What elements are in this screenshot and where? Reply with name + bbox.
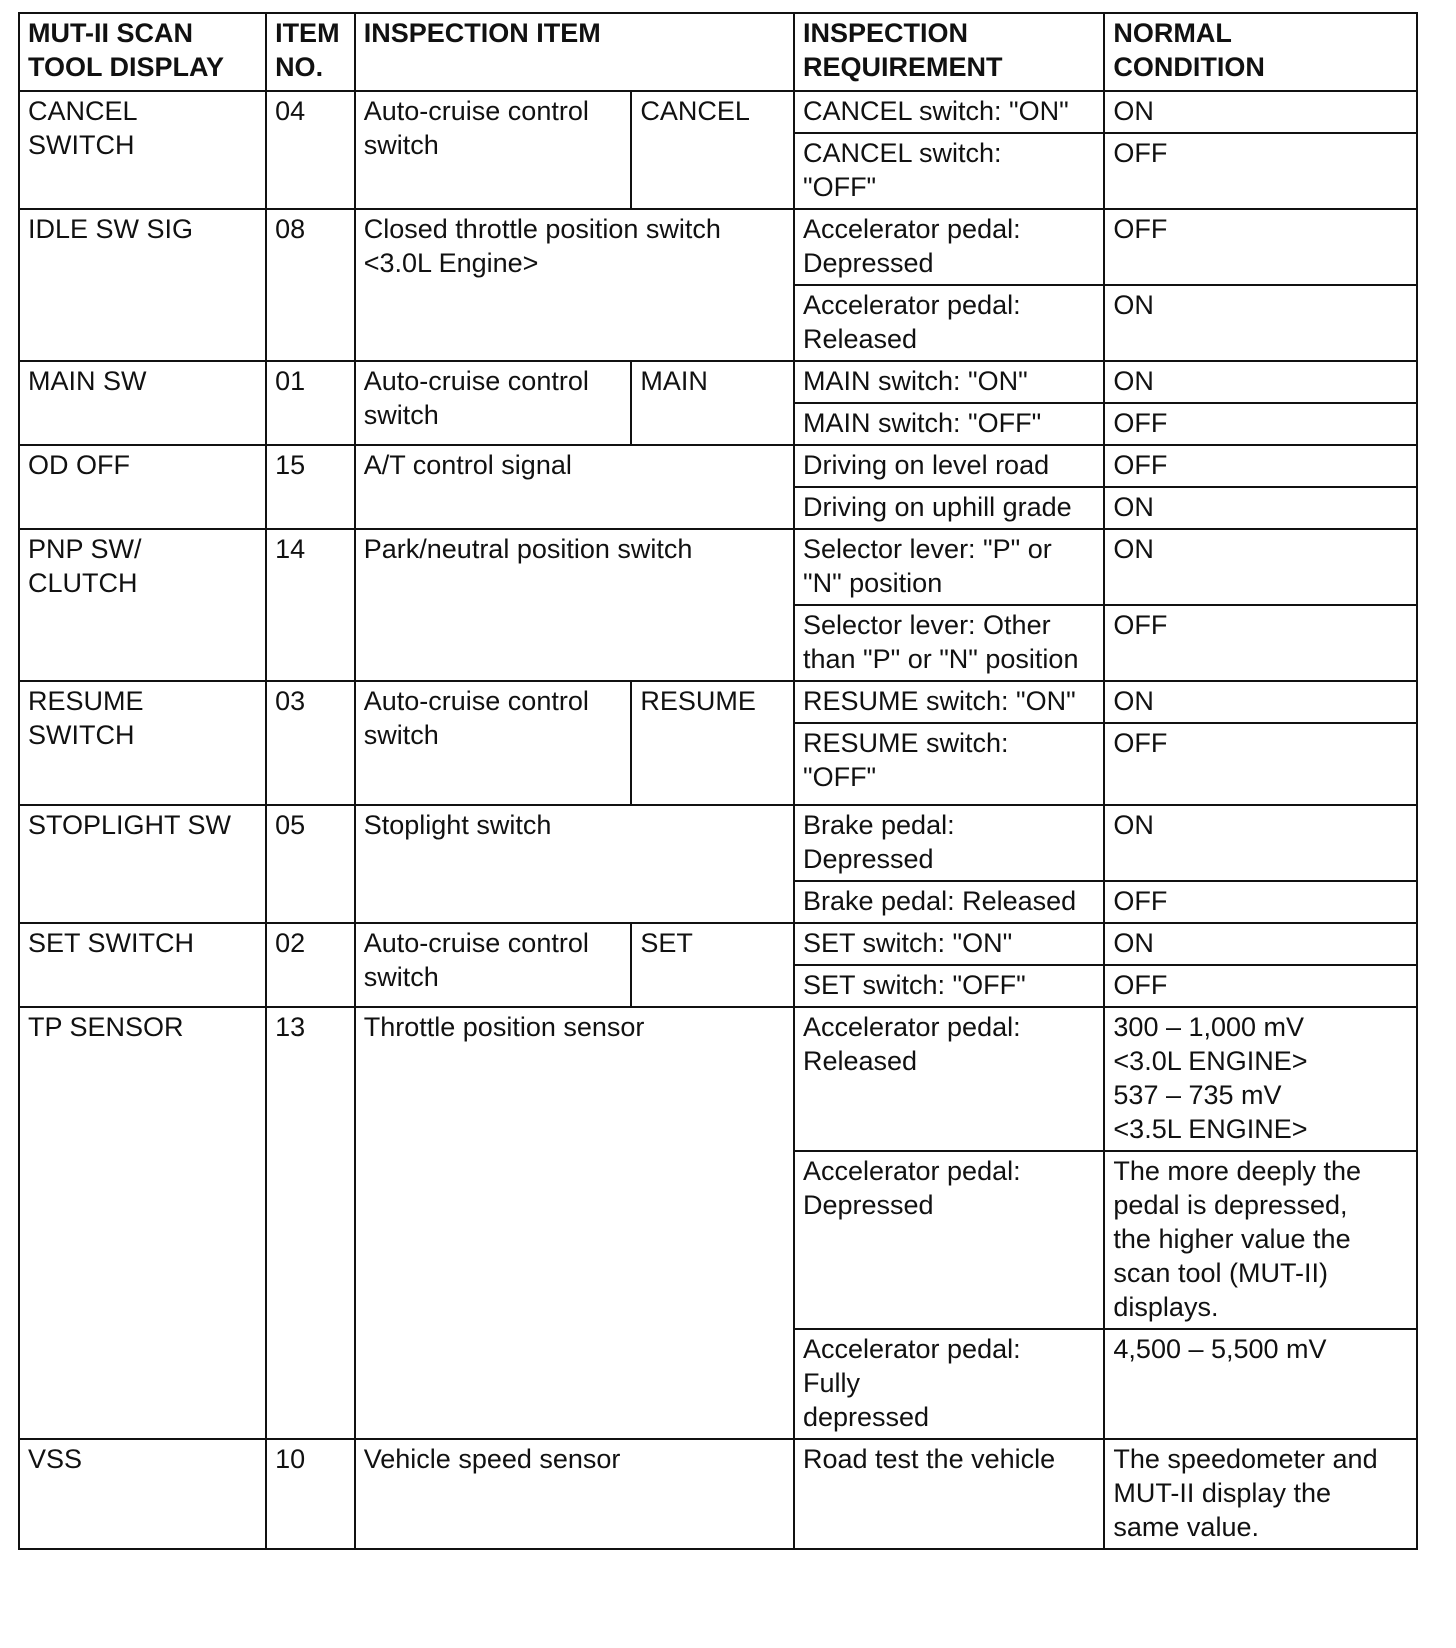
inspection-requirement: SET switch: "ON": [794, 923, 1104, 965]
inspection-requirement: Brake pedal: Released: [794, 881, 1104, 923]
inspection-requirement: MAIN switch: "OFF": [794, 403, 1104, 445]
inspection-requirement: Accelerator pedal: Depressed: [794, 1151, 1104, 1329]
normal-condition: OFF: [1104, 881, 1417, 923]
normal-condition: OFF: [1104, 445, 1417, 487]
inspection-requirement: Brake pedal: Depressed: [794, 805, 1104, 881]
normal-condition: 4,500 – 5,500 mV: [1104, 1329, 1417, 1439]
scan-tool-display: MAIN SW: [19, 361, 266, 445]
item-number: 13: [266, 1007, 355, 1439]
normal-condition: ON: [1104, 681, 1417, 723]
header-requirement: INSPECTION REQUIREMENT: [794, 13, 1104, 91]
header-row: [19, 13, 1417, 91]
normal-condition: ON: [1104, 923, 1417, 965]
inspection-requirement: Accelerator pedal: Depressed: [794, 209, 1104, 285]
normal-condition: OFF: [1104, 723, 1417, 805]
normal-condition: ON: [1104, 805, 1417, 881]
header-condition: NORMAL CONDITION: [1104, 13, 1417, 91]
normal-condition: ON: [1104, 361, 1417, 403]
inspection-requirement: Selector lever: "P" or "N" position: [794, 529, 1104, 605]
inspection-item: Auto-cruise control switch: [355, 681, 632, 805]
normal-condition: ON: [1104, 285, 1417, 361]
inspection-item: Auto-cruise control switch: [355, 361, 632, 445]
inspection-item: A/T control signal: [355, 445, 794, 529]
scan-tool-display: CANCEL SWITCH: [19, 91, 266, 209]
inspection-requirement: Accelerator pedal: Released: [794, 285, 1104, 361]
header-display: MUT-II SCAN TOOL DISPLAY: [19, 13, 266, 91]
inspection-requirement: Accelerator pedal: Fully depressed: [794, 1329, 1104, 1439]
inspection-item-switch: SET: [631, 923, 794, 1007]
table-row: [19, 1007, 1417, 1151]
inspection-requirement: SET switch: "OFF": [794, 965, 1104, 1007]
item-number: 03: [266, 681, 355, 805]
item-number: 15: [266, 445, 355, 529]
table-row: [19, 361, 1417, 403]
scan-tool-display: TP SENSOR: [19, 1007, 266, 1439]
table-row: [19, 1439, 1417, 1549]
normal-condition: ON: [1104, 91, 1417, 133]
inspection-requirement: Selector lever: Other than "P" or "N" position: [794, 605, 1104, 681]
inspection-requirement: RESUME switch: "OFF": [794, 723, 1104, 805]
inspection-requirement: CANCEL switch: "OFF": [794, 133, 1104, 209]
normal-condition: OFF: [1104, 133, 1417, 209]
normal-condition: OFF: [1104, 209, 1417, 285]
inspection-table: [18, 12, 1418, 1550]
normal-condition: 300 – 1,000 mV <3.0L ENGINE> 537 – 735 mV <3.5L ENGINE>: [1104, 1007, 1417, 1151]
table-row: [19, 529, 1417, 605]
normal-condition: ON: [1104, 487, 1417, 529]
inspection-requirement: Driving on level road: [794, 445, 1104, 487]
inspection-requirement: Driving on uphill grade: [794, 487, 1104, 529]
inspection-item: Auto-cruise control switch: [355, 923, 632, 1007]
inspection-requirement: MAIN switch: "ON": [794, 361, 1104, 403]
inspection-item: Stoplight switch: [355, 805, 794, 923]
header-inspection-item: INSPECTION ITEM: [355, 13, 794, 91]
inspection-requirement: Road test the vehicle: [794, 1439, 1104, 1549]
scan-tool-display: SET SWITCH: [19, 923, 266, 1007]
inspection-item: Auto-cruise control switch: [355, 91, 632, 209]
scan-tool-display: OD OFF: [19, 445, 266, 529]
normal-condition: The speedometer and MUT-II display the same value.: [1104, 1439, 1417, 1549]
item-number: 04: [266, 91, 355, 209]
inspection-requirement: RESUME switch: "ON": [794, 681, 1104, 723]
table-body: [19, 91, 1417, 1549]
normal-condition: The more deeply the pedal is depressed, the higher value the scan tool (MUT-II) displays.: [1104, 1151, 1417, 1329]
normal-condition: OFF: [1104, 403, 1417, 445]
inspection-item-switch: CANCEL: [631, 91, 794, 209]
normal-condition: OFF: [1104, 965, 1417, 1007]
header-item-no: ITEM NO.: [266, 13, 355, 91]
table-row: [19, 923, 1417, 965]
scan-tool-display: IDLE SW SIG: [19, 209, 266, 361]
inspection-item: Throttle position sensor: [355, 1007, 794, 1439]
inspection-item: Closed throttle position switch <3.0L Engine>: [355, 209, 794, 361]
table-row: [19, 681, 1417, 723]
table-row: [19, 209, 1417, 285]
item-number: 02: [266, 923, 355, 1007]
normal-condition: OFF: [1104, 605, 1417, 681]
item-number: 14: [266, 529, 355, 681]
inspection-requirement: CANCEL switch: "ON": [794, 91, 1104, 133]
scan-tool-display: RESUME SWITCH: [19, 681, 266, 805]
inspection-item-switch: RESUME: [631, 681, 794, 805]
table-row: [19, 805, 1417, 881]
normal-condition: ON: [1104, 529, 1417, 605]
table-row: [19, 445, 1417, 487]
item-number: 05: [266, 805, 355, 923]
item-number: 01: [266, 361, 355, 445]
item-number: 08: [266, 209, 355, 361]
table-row: [19, 91, 1417, 133]
scan-tool-display: PNP SW/ CLUTCH: [19, 529, 266, 681]
scan-tool-display: STOPLIGHT SW: [19, 805, 266, 923]
item-number: 10: [266, 1439, 355, 1549]
scan-tool-display: VSS: [19, 1439, 266, 1549]
inspection-item-switch: MAIN: [631, 361, 794, 445]
inspection-item: Park/neutral position switch: [355, 529, 794, 681]
inspection-item: Vehicle speed sensor: [355, 1439, 794, 1549]
inspection-requirement: Accelerator pedal: Released: [794, 1007, 1104, 1151]
